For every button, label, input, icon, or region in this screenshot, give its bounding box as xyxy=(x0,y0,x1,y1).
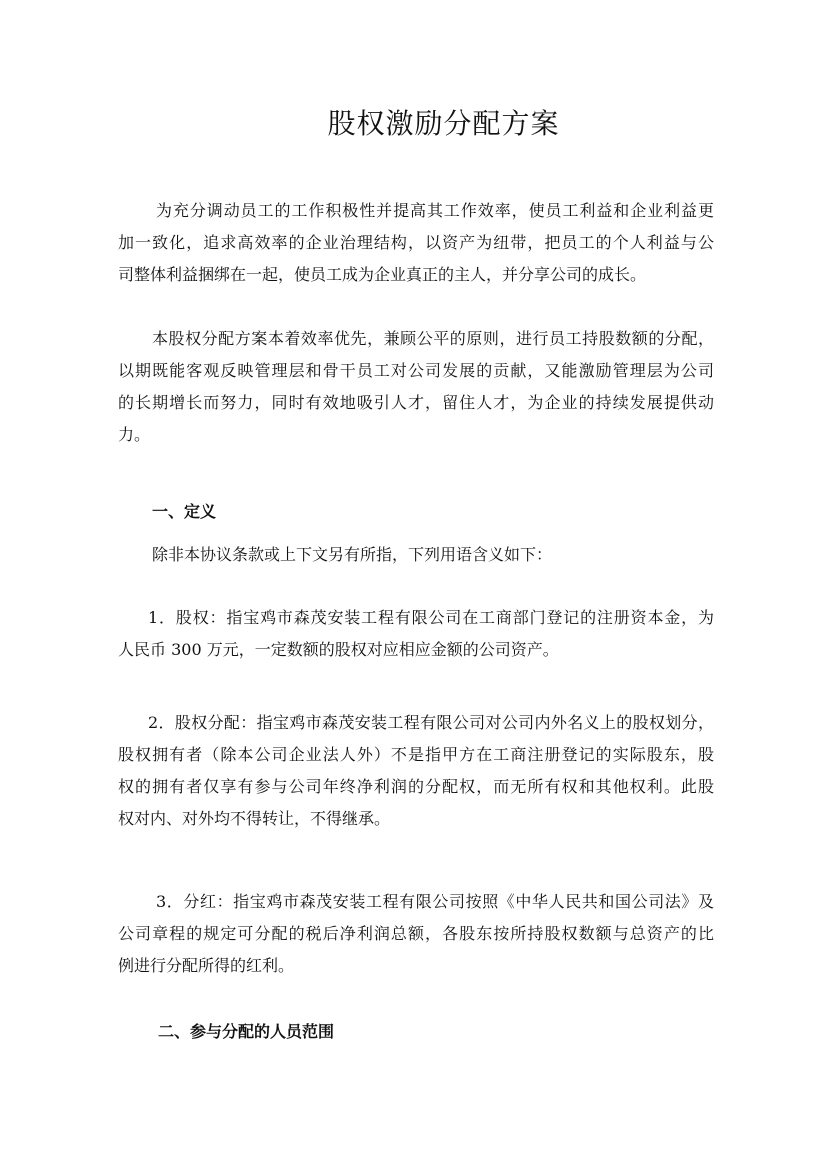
definition-1 xyxy=(118,602,714,666)
section-1-lead: 除非本协议条款或上下文另有所指，下列用语含义如下： xyxy=(152,545,553,564)
document-title: 股权激励分配方案 xyxy=(327,107,560,140)
text-line: 以期既能客观反映管理层和骨干员工对公司发展的贡献，又能激励管理层为公司 xyxy=(118,361,714,380)
text-line: 的长期增长而努力，同时有效地吸引人才，留住人才，为企业的持续发展提供动 xyxy=(118,393,714,412)
definition-3 xyxy=(118,886,714,982)
text-line: 3．分红：指宝鸡市森茂安装工程有限公司按照《中华人民共和国公司法》及 xyxy=(156,892,714,911)
text-line: 人民币 300 万元，一定数额的股权对应相应金额的公司资产。 xyxy=(118,640,559,659)
text-line: 权的拥有者仅享有参与公司年终净利润的分配权，而无所有权和其他权利。此股 xyxy=(118,777,714,796)
text-line: 1．股权：指宝鸡市森茂安装工程有限公司在工商部门登记的注册资本金，为 xyxy=(148,608,714,627)
text-line: 本股权分配方案本着效率优先，兼顾公平的原则，进行员工持股数额的分配， xyxy=(152,329,714,348)
text-line: 司整体利益捆绑在一起，使员工成为企业真正的主人，并分享公司的成长。 xyxy=(118,265,647,284)
text-line: 力。 xyxy=(118,425,151,444)
text-line: 2．股权分配：指宝鸡市森茂安装工程有限公司对公司内外名义上的股权划分， xyxy=(148,713,714,732)
text-line: 权对内、对外均不得转让，不得继承。 xyxy=(118,809,391,828)
intro-paragraph-1 xyxy=(118,195,714,291)
text-line: 股权拥有者（除本公司企业法人外）不是指甲方在工商注册登记的实际股东，股 xyxy=(118,745,714,764)
text-line: 公司章程的规定可分配的税后净利润总额，各股东按所持股权数额与总资产的比 xyxy=(118,924,714,943)
text-line: 为充分调动员工的工作积极性并提高其工作效率，使员工利益和企业利益更 xyxy=(156,201,714,220)
text-line: 加一致化，追求高效率的企业治理结构，以资产为纽带，把员工的个人利益与公 xyxy=(118,233,714,252)
intro-paragraph-2 xyxy=(118,323,714,451)
section-1-heading: 一、定义 xyxy=(152,502,217,521)
section-2-heading: 二、参与分配的人员范围 xyxy=(158,1022,335,1041)
definition-2 xyxy=(118,707,714,835)
text-line: 例进行分配所得的红利。 xyxy=(118,956,295,975)
